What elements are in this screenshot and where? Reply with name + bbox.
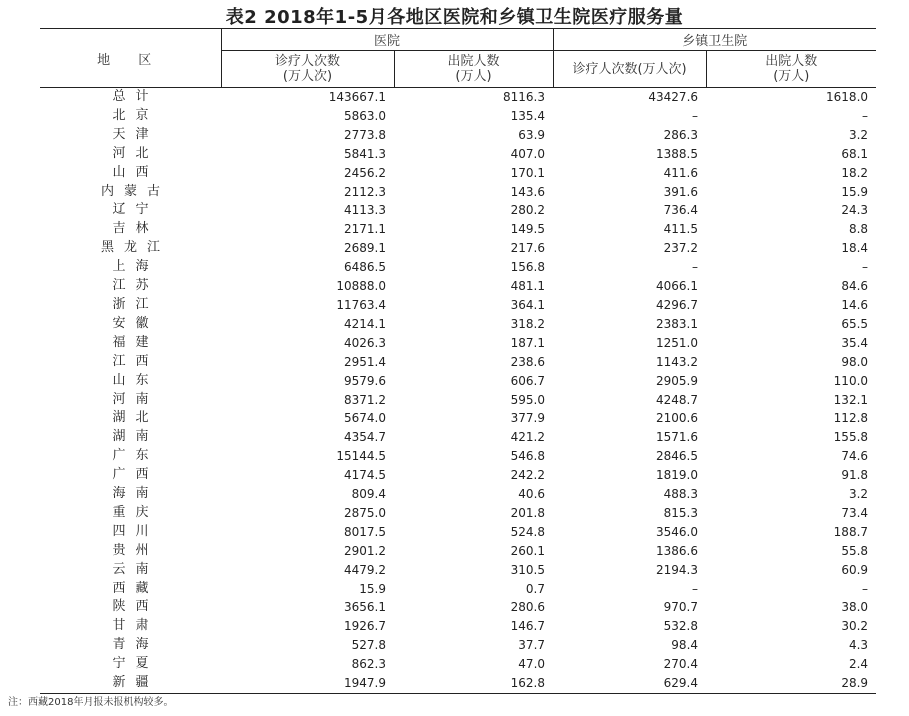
township-discharges-cell: 68.1 (841, 146, 869, 161)
hospital-discharges-cell: 8116.3 (503, 90, 546, 104)
hospital-discharges-cell: 377.9 (510, 411, 546, 426)
township-discharges-cell: 14.6 (841, 297, 869, 312)
hospital-visits-cell: 6486.5 (344, 260, 386, 275)
hospital-visits-cell: 2689.1 (344, 241, 386, 256)
region-cell: 吉林 (112, 221, 159, 237)
hospital-visits-cell: 8017.5 (344, 524, 386, 539)
hospital-visits-cell: 2773.8 (344, 127, 386, 142)
township-visits-cell: 3546.0 (656, 524, 699, 539)
region-cell: 江苏 (112, 278, 159, 294)
township-visits-cell: 1143.2 (656, 354, 699, 369)
township-visits-cell: 736.4 (663, 203, 699, 218)
hospital-visits-cell: 3656.1 (344, 600, 386, 615)
township-visits-cell: 1571.6 (656, 430, 699, 445)
township-discharges-cell: 91.8 (841, 468, 869, 483)
hospital-visits-cell: 5863.0 (344, 108, 386, 123)
table-row (40, 277, 876, 296)
region-cell: 青海 (112, 637, 159, 653)
region-cell: 重庆 (112, 504, 159, 520)
township-visits-cell: 488.3 (663, 487, 699, 502)
township-visits-cell: 411.6 (663, 165, 699, 180)
township-visits-cell: 532.8 (663, 619, 699, 634)
hospital-discharges-cell: 546.8 (510, 449, 546, 464)
township-discharges-cell: 2.4 (848, 657, 869, 672)
township-visits-cell: – (692, 108, 699, 123)
hospital-visits-cell: 809.4 (351, 487, 386, 502)
hospital-visits-cell: 2951.4 (344, 354, 386, 369)
table-row (40, 466, 876, 485)
township-discharges-cell: 28.9 (706, 674, 876, 693)
footnote: 注：西藏2018年月报未报机构较多。 (8, 697, 174, 708)
table-row (40, 126, 876, 145)
hospital-discharges-cell: 63.9 (518, 127, 546, 142)
region-cell: 贵州 (112, 542, 159, 558)
region-cell: 黑龙江 (100, 240, 170, 256)
township-visits-cell: 4248.7 (656, 392, 699, 407)
hospital-visits-cell: 4026.3 (344, 335, 386, 350)
township-discharges-cell: 18.2 (841, 165, 869, 180)
region-cell: 湖北 (112, 410, 159, 426)
table-row (40, 372, 876, 391)
table-row (40, 107, 876, 126)
hospital-header: 医院 (221, 29, 553, 51)
hospital-visits-cell: 1926.7 (344, 619, 386, 634)
table-row (40, 598, 876, 617)
township-discharges-cell: 155.8 (833, 430, 869, 445)
table-row (40, 164, 876, 183)
table-body (40, 88, 876, 694)
hospital-discharges-cell: 238.6 (510, 354, 546, 369)
township-visits-cell: 4296.7 (656, 297, 699, 312)
hospital-discharges-cell: 47.0 (518, 657, 546, 672)
table-row (40, 296, 876, 315)
table-row (40, 523, 876, 542)
township-discharges-cell: 112.8 (833, 411, 869, 426)
region-cell: 北京 (112, 107, 159, 123)
table-row (40, 239, 876, 258)
hospital-visits-cell: 2875.0 (344, 505, 386, 520)
region-cell: 湖南 (112, 429, 159, 445)
hospital-discharges-cell: 162.8 (394, 674, 553, 693)
region-cell: 广西 (112, 467, 159, 483)
township-visits-cell: 411.5 (663, 222, 699, 237)
region-cell: 天津 (112, 126, 159, 142)
region-cell: 宁夏 (112, 656, 159, 672)
table-row (40, 561, 876, 580)
hospital-discharges-cell: 146.7 (510, 619, 546, 634)
township-visits-cell: – (692, 581, 699, 596)
table-row (40, 183, 876, 202)
township-discharges-cell: 30.2 (841, 619, 869, 634)
table-row (40, 201, 876, 220)
hospital-visits-cell: 4174.5 (344, 468, 386, 483)
hospital-visits-cell: 527.8 (351, 638, 386, 653)
township-visits-cell: 815.3 (663, 505, 699, 520)
township-visits-cell: 1251.0 (656, 335, 699, 350)
township-header: 乡镇卫生院 (553, 29, 876, 51)
hospital-discharges-cell: 595.0 (510, 392, 546, 407)
hospital-discharges-cell: 217.6 (510, 241, 546, 256)
township-visits-cell: 2100.6 (656, 411, 699, 426)
township-discharges-cell: 18.4 (841, 241, 869, 256)
region-cell: 甘肃 (112, 618, 159, 634)
hospital-discharges-cell: 280.2 (510, 203, 546, 218)
hospital-visits-cell: 9579.6 (344, 373, 386, 388)
region-cell: 安徽 (112, 315, 159, 331)
hospital-visits-cell: 143667.1 (328, 90, 386, 104)
township-discharges-header: 出院人数 (万人) (706, 51, 876, 88)
region-cell: 山西 (112, 164, 159, 180)
township-visits-cell: 1819.0 (656, 468, 699, 483)
hospital-visits-cell: 1947.9 (221, 674, 394, 693)
hospital-visits-cell: 15.9 (359, 581, 386, 596)
township-discharges-cell: 84.6 (841, 279, 869, 294)
township-discharges-cell: 38.0 (841, 600, 869, 615)
table-row (40, 655, 876, 674)
region-cell: 云南 (112, 561, 159, 577)
township-visits-header: 诊疗人次数(万人次) (553, 51, 706, 88)
table-row (40, 447, 876, 466)
township-discharges-cell: 15.9 (841, 184, 869, 199)
region-cell: 江西 (112, 353, 159, 369)
table-row (40, 485, 876, 504)
table-row (40, 580, 876, 599)
table-row (40, 542, 876, 561)
region-cell: 总计 (112, 89, 159, 104)
hospital-discharges-cell: 187.1 (510, 335, 546, 350)
region-cell: 陕西 (112, 599, 159, 615)
table-row (40, 617, 876, 636)
township-discharges-cell: 3.2 (848, 487, 869, 502)
hospital-discharges-cell: 481.1 (510, 279, 546, 294)
hospital-visits-cell: 10888.0 (336, 279, 386, 294)
region-cell: 广东 (112, 448, 159, 464)
township-discharges-cell: 188.7 (833, 524, 869, 539)
hospital-discharges-cell: 135.4 (510, 108, 546, 123)
hospital-visits-cell: 2456.2 (344, 165, 386, 180)
township-discharges-cell: 65.5 (841, 316, 869, 331)
table-row (40, 636, 876, 655)
region-cell: 新疆 (40, 674, 221, 693)
hospital-visits-cell: 5841.3 (344, 146, 386, 161)
hospital-visits-cell: 4113.3 (344, 203, 386, 218)
hospital-visits-cell: 4214.1 (344, 316, 386, 331)
region-cell: 上海 (112, 259, 159, 275)
region-cell: 福建 (112, 334, 159, 350)
hospital-discharges-cell: 0.7 (525, 581, 546, 596)
table-row (40, 409, 876, 428)
hospital-discharges-cell: 242.2 (510, 468, 546, 483)
table-row (40, 353, 876, 372)
hospital-visits-cell: 862.3 (351, 657, 386, 672)
table-row (40, 145, 876, 164)
hospital-discharges-cell: 156.8 (510, 260, 546, 275)
table-row (40, 674, 876, 693)
hospital-discharges-cell: 201.8 (510, 505, 546, 520)
township-discharges-cell: 98.0 (841, 354, 869, 369)
hospital-discharges-cell: 37.7 (518, 638, 546, 653)
hospital-visits-cell: 11763.4 (336, 297, 386, 312)
hospital-discharges-cell: 407.0 (510, 146, 546, 161)
hospital-discharges-cell: 149.5 (510, 222, 546, 237)
hospital-visits-cell: 2171.1 (344, 222, 386, 237)
township-discharges-cell: – (862, 581, 869, 596)
township-discharges-cell: 55.8 (841, 543, 869, 558)
hospital-visits-cell: 15144.5 (336, 449, 386, 464)
table-row (40, 391, 876, 410)
region-cell: 河北 (112, 145, 159, 161)
hospital-discharges-header: 出院人数 (万人) (394, 51, 553, 88)
hospital-visits-cell: 2112.3 (344, 184, 386, 199)
township-discharges-cell: 74.6 (841, 449, 869, 464)
table-row (40, 315, 876, 334)
hospital-discharges-cell: 280.6 (510, 600, 546, 615)
township-visits-cell: 629.4 (553, 674, 706, 693)
medical-services-table (40, 28, 876, 694)
township-visits-cell: 237.2 (663, 241, 699, 256)
region-cell: 西藏 (112, 580, 159, 596)
township-visits-cell: 270.4 (663, 657, 699, 672)
table-row (40, 258, 876, 277)
township-visits-cell: 1386.6 (656, 543, 699, 558)
township-visits-cell: 98.4 (671, 638, 699, 653)
hospital-discharges-cell: 143.6 (510, 184, 546, 199)
township-discharges-cell: 60.9 (841, 562, 869, 577)
hospital-visits-cell: 5674.0 (344, 411, 386, 426)
table-row (40, 428, 876, 447)
township-visits-cell: – (692, 260, 699, 275)
table-row (40, 334, 876, 353)
region-cell: 河南 (112, 391, 159, 407)
hospital-visits-cell: 2901.2 (344, 543, 386, 558)
hospital-discharges-cell: 524.8 (510, 524, 546, 539)
township-discharges-cell: 110.0 (833, 373, 869, 388)
table-row (40, 88, 876, 107)
township-discharges-cell: 24.3 (841, 203, 869, 218)
hospital-visits-cell: 4479.2 (344, 562, 386, 577)
township-discharges-cell: 4.3 (848, 638, 869, 653)
township-visits-cell: 1388.5 (656, 146, 699, 161)
hospital-discharges-cell: 260.1 (510, 543, 546, 558)
township-visits-cell: 2383.1 (656, 316, 699, 331)
hospital-discharges-cell: 318.2 (510, 316, 546, 331)
table-row (40, 504, 876, 523)
table-row (40, 220, 876, 239)
township-visits-cell: 286.3 (663, 127, 699, 142)
township-visits-cell: 970.7 (663, 600, 699, 615)
hospital-discharges-cell: 364.1 (510, 297, 546, 312)
hospital-discharges-cell: 606.7 (510, 373, 546, 388)
region-cell: 辽宁 (112, 202, 159, 218)
hospital-discharges-cell: 170.1 (510, 165, 546, 180)
township-discharges-cell: 1618.0 (826, 90, 869, 104)
hospital-visits-header: 诊疗人次数 (万人次) (221, 51, 394, 88)
township-visits-cell: 2905.9 (656, 373, 699, 388)
region-cell: 四川 (112, 523, 159, 539)
region-cell: 浙江 (112, 296, 159, 312)
township-visits-cell: 2194.3 (656, 562, 699, 577)
township-discharges-cell: 132.1 (833, 392, 869, 407)
township-discharges-cell: – (862, 260, 869, 275)
region-cell: 海南 (112, 486, 159, 502)
hospital-discharges-cell: 310.5 (510, 562, 546, 577)
hospital-visits-cell: 8371.2 (344, 392, 386, 407)
region-cell: 内蒙古 (100, 183, 170, 199)
hospital-discharges-cell: 40.6 (518, 487, 546, 502)
hospital-discharges-cell: 421.2 (510, 430, 546, 445)
township-visits-cell: 4066.1 (656, 279, 699, 294)
hospital-visits-cell: 4354.7 (344, 430, 386, 445)
township-visits-cell: 391.6 (663, 184, 699, 199)
township-discharges-cell: 35.4 (841, 335, 869, 350)
township-discharges-cell: 3.2 (848, 127, 869, 142)
township-discharges-cell: – (862, 108, 869, 123)
township-visits-cell: 43427.6 (648, 90, 699, 104)
township-discharges-cell: 73.4 (841, 505, 869, 520)
table-title: 表2 2018年1-5月各地区医院和乡镇卫生院医疗服务量 (225, 7, 684, 28)
township-discharges-cell: 8.8 (848, 222, 869, 237)
region-cell: 山东 (112, 372, 159, 388)
township-visits-cell: 2846.5 (656, 449, 699, 464)
region-header: 地 区 (40, 29, 221, 88)
